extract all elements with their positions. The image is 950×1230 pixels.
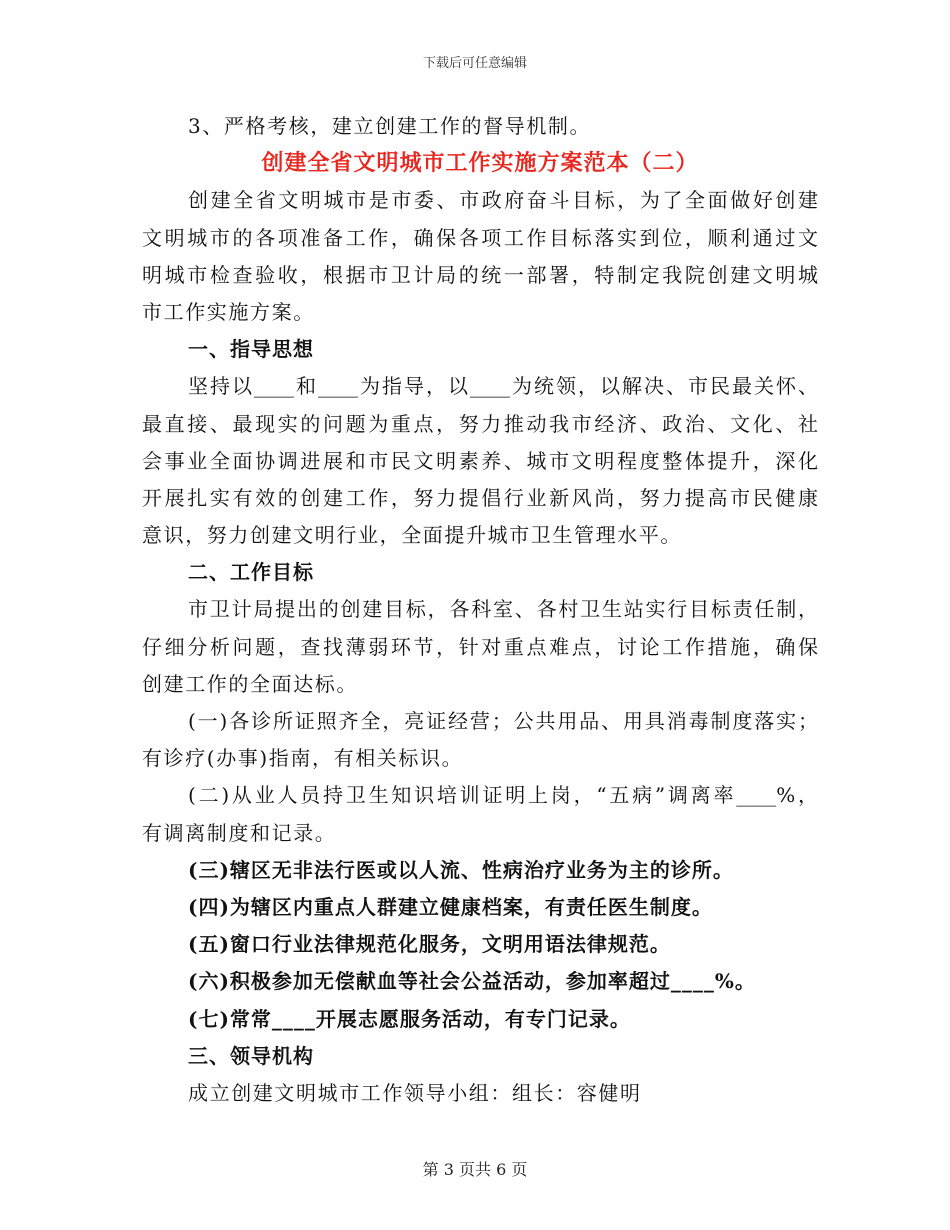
paragraph-line: 会事业全面协调进展和市民文明素养、城市文明程度整体提升，深化 (142, 448, 818, 473)
page-header: 下载后可任意编辑 (422, 56, 527, 71)
paragraph-line: 市卫计局提出的创建目标，各科室、各村卫生站实行目标责任制， (188, 597, 818, 622)
goal-item-1-continued: 有诊疗(办事)指南，有相关标识。 (142, 746, 464, 771)
section-title: 创建全省文明城市工作实施方案范本（二） (261, 150, 699, 177)
paragraph-line: 开展扎实有效的创建工作，努力提倡行业新风尚，努力提高市民健康 (142, 485, 818, 510)
paragraph-line: 创建全省文明城市是市委、市政府奋斗目标，为了全面做好创建 (188, 188, 818, 213)
paragraph-line: 仔细分析问题，查找薄弱环节，针对重点难点，讨论工作措施，确保 (142, 634, 818, 659)
paragraph-line: 坚持以____和____为指导，以____为统领，以解决、市民最关怀、 (188, 374, 818, 399)
heading-guiding-ideology: 一、指导思想 (188, 337, 314, 362)
page-number: 第 3 页共 6 页 (422, 1160, 528, 1179)
goal-item-2-continued: 有调离制度和记录。 (142, 820, 337, 845)
paragraph-line: 文明城市的各项准备工作，确保各项工作目标落实到位，顺利通过文 (142, 225, 818, 250)
goal-item-7: (七)常常____开展志愿服务活动，有专门记录。 (188, 1006, 631, 1031)
document-body (142, 108, 818, 1112)
paragraph-line: 意识，努力创建文明行业，全面提升城市卫生管理水平。 (142, 523, 682, 548)
goal-item-5: (五)窗口行业法律规范化服务，文明用语法律规范。 (188, 932, 671, 957)
paragraph-line: 创建工作的全面达标。 (142, 671, 358, 696)
paragraph-line: 最直接、最现实的问题为重点，努力推动我市经济、政治、文化、社 (142, 411, 818, 436)
heading-leadership: 三、领导机构 (188, 1043, 314, 1068)
paragraph-line: 成立创建文明城市工作领导小组：组长：容健明 (188, 1080, 642, 1105)
goal-item-2: (二)从业人员持卫生知识培训证明上岗，“五病”调离率____%， (188, 783, 818, 808)
goal-item-3: (三)辖区无非法行医或以人流、性病治疗业务为主的诊所。 (188, 857, 734, 882)
paragraph-line: 市工作实施方案。 (142, 299, 315, 324)
heading-work-goals: 二、工作目标 (188, 560, 314, 585)
goal-item-4: (四)为辖区内重点人群建立健康档案，有责任医生制度。 (188, 894, 713, 919)
paragraph-line: 明城市检查验收，根据市卫计局的统一部署，特制定我院创建文明城 (142, 262, 818, 287)
goal-item-6: (六)积极参加无偿献血等社会公益活动，参加率超过____%。 (188, 969, 756, 994)
goal-item-1: (一)各诊所证照齐全，亮证经营；公共用品、用具消毒制度落实； (188, 709, 818, 733)
list-item-3-strict-assessment: 3、严格考核，建立创建工作的督导机制。 (188, 114, 592, 138)
